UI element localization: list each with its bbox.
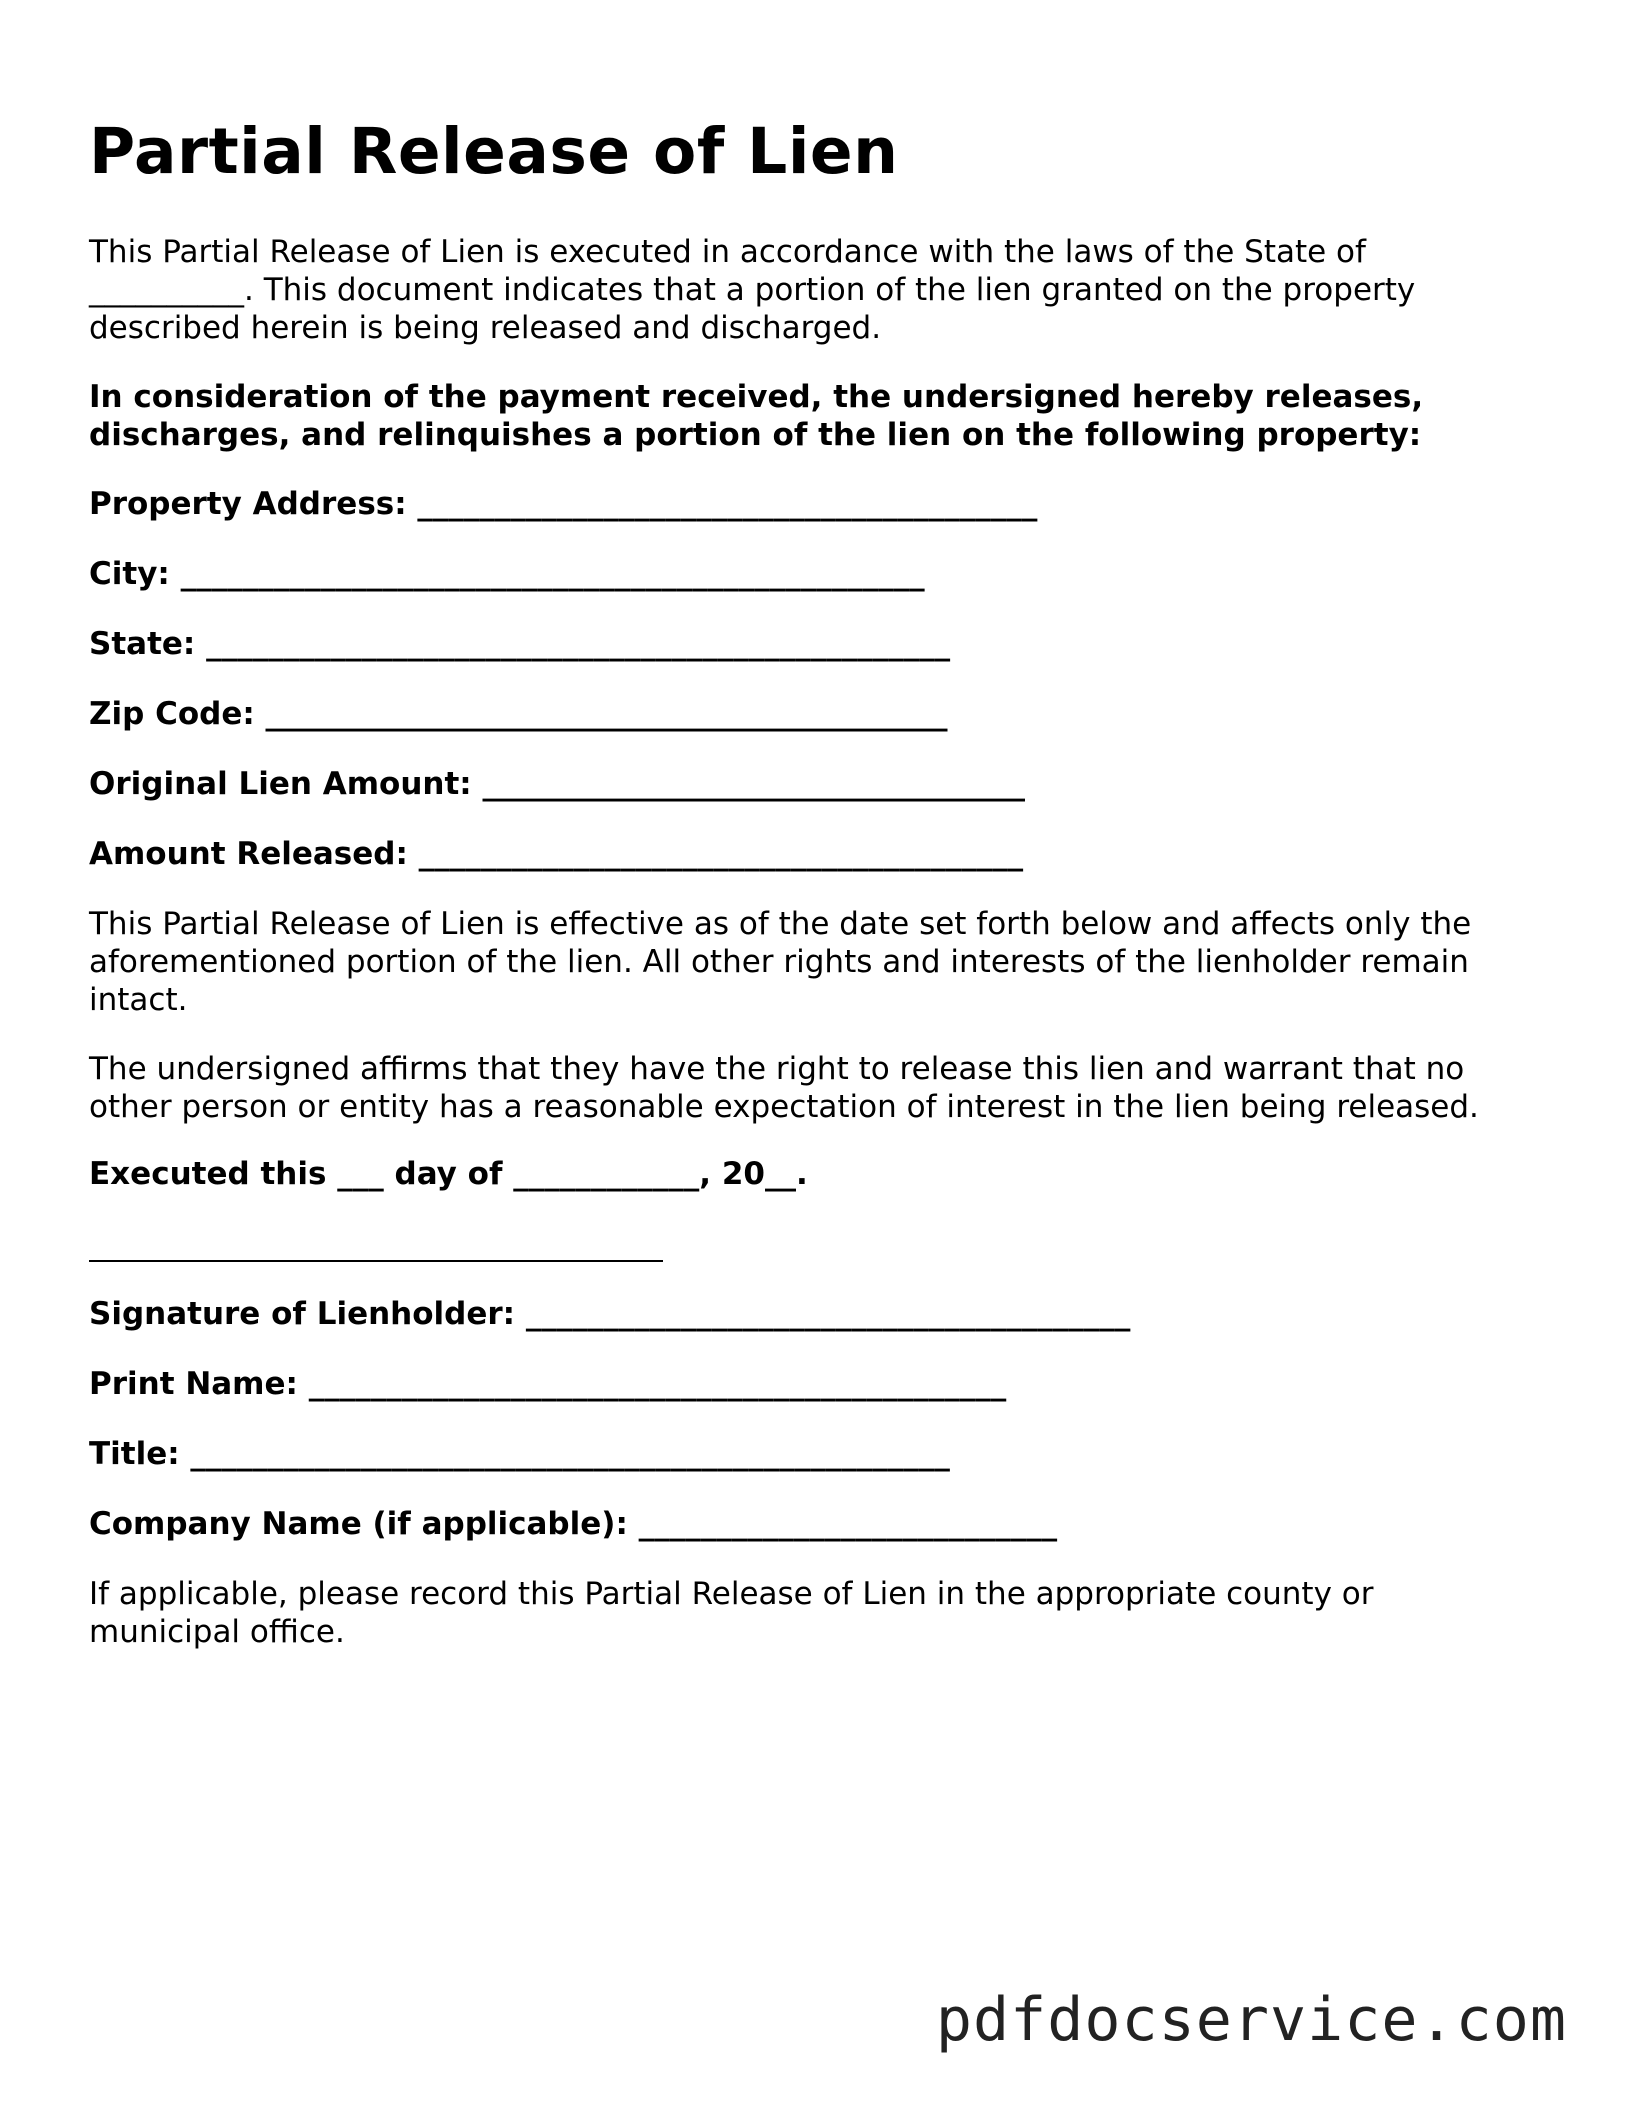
state-field: State: ________________________________________________ — [89, 626, 951, 662]
city-field: City: ________________________________________________ — [89, 556, 925, 592]
watermark-text: pdfdocservice.com — [935, 1985, 1567, 2055]
record-note-paragraph: If applicable, please record this Partial Release of Lien in the appropriate county or municipal office. — [89, 1576, 1374, 1650]
signature-rule — [89, 1260, 663, 1262]
intro-paragraph: This Partial Release of Lien is executed in accordance with the laws of the State of __________. This document indicates that a portion of the lien granted on the property described herein is being released and discharged. — [89, 234, 1416, 346]
document-title: Partial Release of Lien — [89, 115, 899, 188]
effective-paragraph: This Partial Release of Lien is effective as of the date set forth below and affects only the aforementioned portion of the lien. All other rights and interests of the lienholder remain intact. — [89, 906, 1472, 1018]
property-address-field: Property Address: ________________________________________ — [89, 486, 1038, 522]
company-name-field: Company Name (if applicable): ___________________________ — [89, 1506, 1058, 1542]
print-name-field: Print Name: _____________________________________________ — [89, 1366, 1007, 1402]
executed-date-line: Executed this ___ day of ____________, 20__. — [89, 1156, 808, 1192]
consideration-paragraph: In consideration of the payment received, the undersigned hereby releases, discharges, and relinquishes a portion of the lien on the following property: — [89, 379, 1424, 453]
zip-code-field: Zip Code: ____________________________________________ — [89, 696, 948, 732]
original-lien-amount-field: Original Lien Amount: ___________________________________ — [89, 766, 1025, 802]
signature-of-lienholder-field: Signature of Lienholder: _______________________________________ — [89, 1296, 1131, 1332]
affirm-paragraph: The undersigned affirms that they have the right to release this lien and warrant that no other person or entity has a reasonable expectation of interest in the lien being released. — [89, 1051, 1479, 1125]
amount-released-field: Amount Released: _______________________________________ — [89, 836, 1024, 872]
title-field: Title: _________________________________________________ — [89, 1436, 950, 1472]
